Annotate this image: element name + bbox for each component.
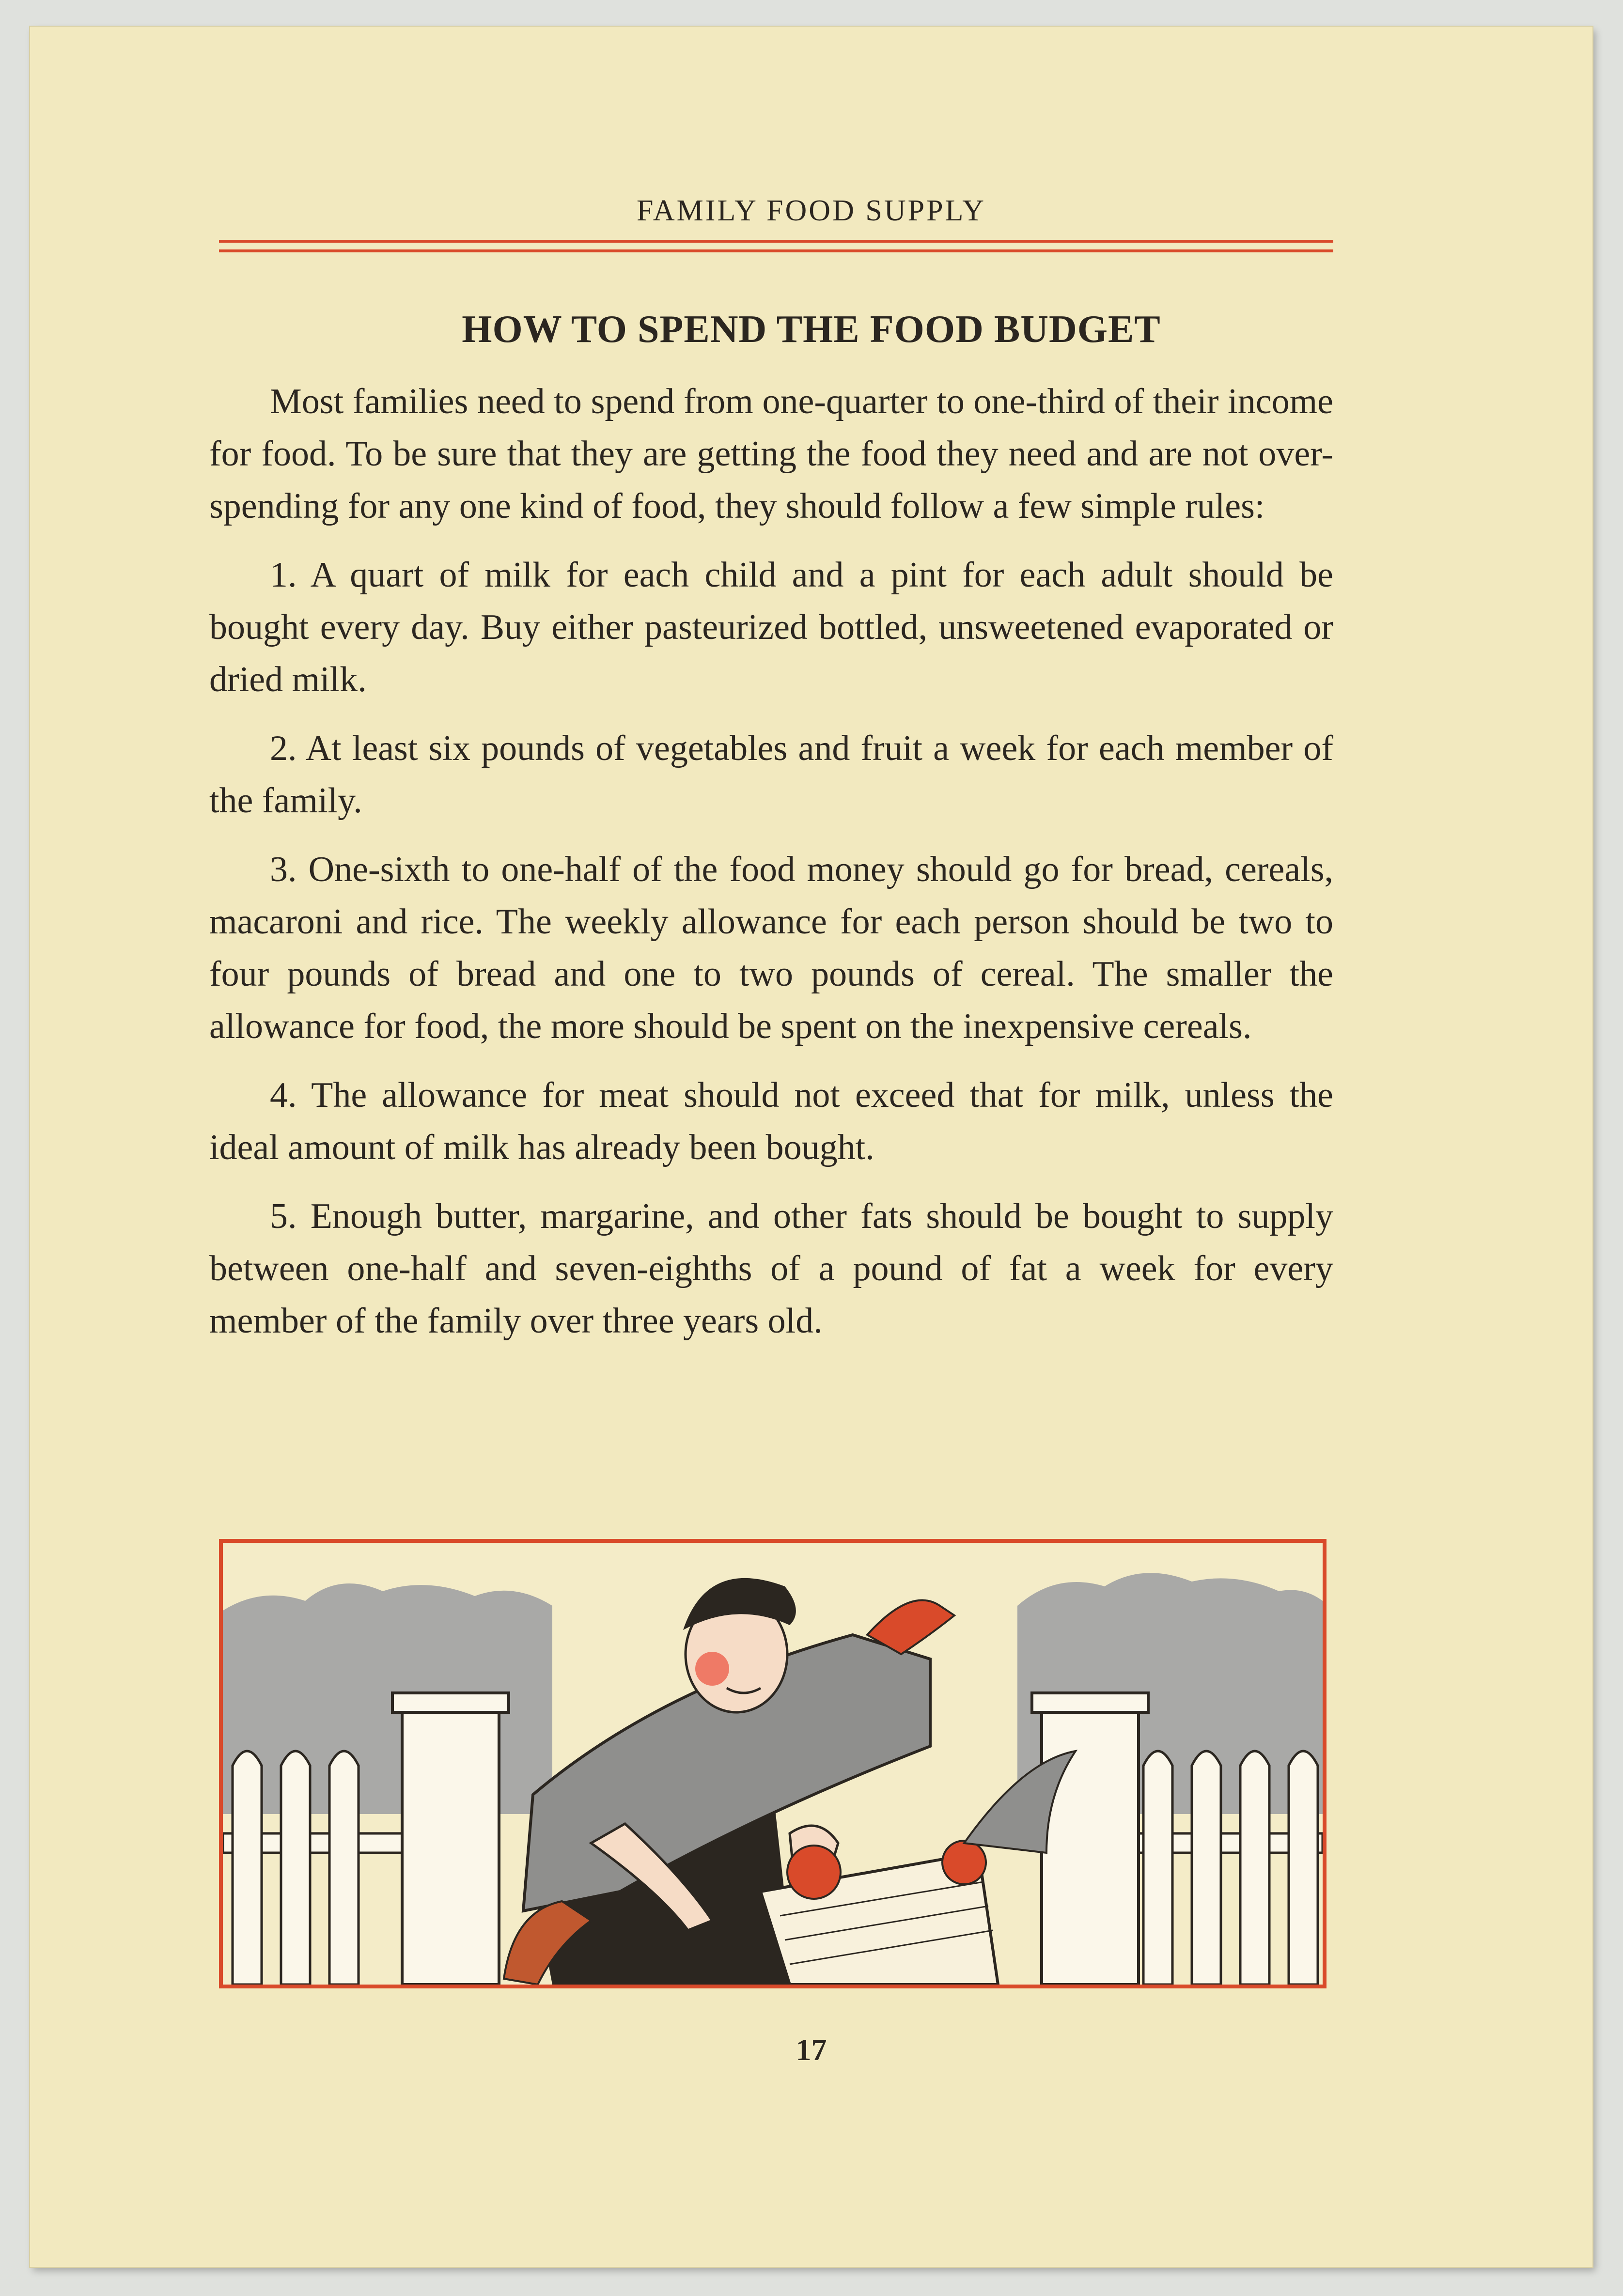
- running-head: FAMILY FOOD SUPPLY: [636, 194, 986, 227]
- book-page: [30, 27, 1592, 2267]
- gate-post-right: [1042, 1707, 1139, 1985]
- boy-cheek: [695, 1652, 729, 1686]
- gate-post-left: [402, 1707, 499, 1985]
- rule-5-paragraph: 5. Enough butter, margarine, and other fats should be bought to supply between one-half and seven-eighths of a pound of fat a week for every member of the family over three years old.: [209, 1196, 1333, 1341]
- header-rule-top: [219, 240, 1333, 243]
- body-text: [209, 375, 1333, 1364]
- boy-with-groceries-illustration: [219, 1539, 1326, 1988]
- gate-post-right-cap: [1032, 1693, 1148, 1712]
- header-rule-bottom: [219, 249, 1333, 252]
- section-title: HOW TO SPEND THE FOOD BUDGET: [462, 308, 1161, 351]
- page-number: 17: [796, 2032, 827, 2067]
- tomato-left: [787, 1846, 841, 1899]
- gate-post-left-cap: [392, 1693, 509, 1712]
- illustration-svg: [223, 1543, 1323, 1985]
- rule-2-paragraph: 2. At least six pounds of vegetables and fruit a week for each member of the family.: [209, 729, 1333, 821]
- tomato-right: [942, 1841, 986, 1884]
- rule-4-paragraph: 4. The allowance for meat should not exceed that for milk, unless the ideal amount of milk has already been bought.: [209, 1075, 1333, 1167]
- rule-3-paragraph: 3. One-sixth to one-half of the food money should go for bread, cereals, macaroni and rice. The weekly allowance for each person should be two to four pounds of bread and one to two pounds of cereal. The smaller the allowance for food, the more should be spent on the inexpensive cereals.: [209, 850, 1333, 1046]
- rule-1-paragraph: 1. A quart of milk for each child and a pint for each adult should be bought every day. Buy either pasteurized bottled, unsweetened evaporated or dried milk.: [209, 555, 1333, 699]
- intro-paragraph: Most families need to spend from one-quarter to one-third of their income for food. To be sure that they are getting the food they need and are not over-spending for any one kind of food, they should follow a few simple rules:: [209, 382, 1333, 526]
